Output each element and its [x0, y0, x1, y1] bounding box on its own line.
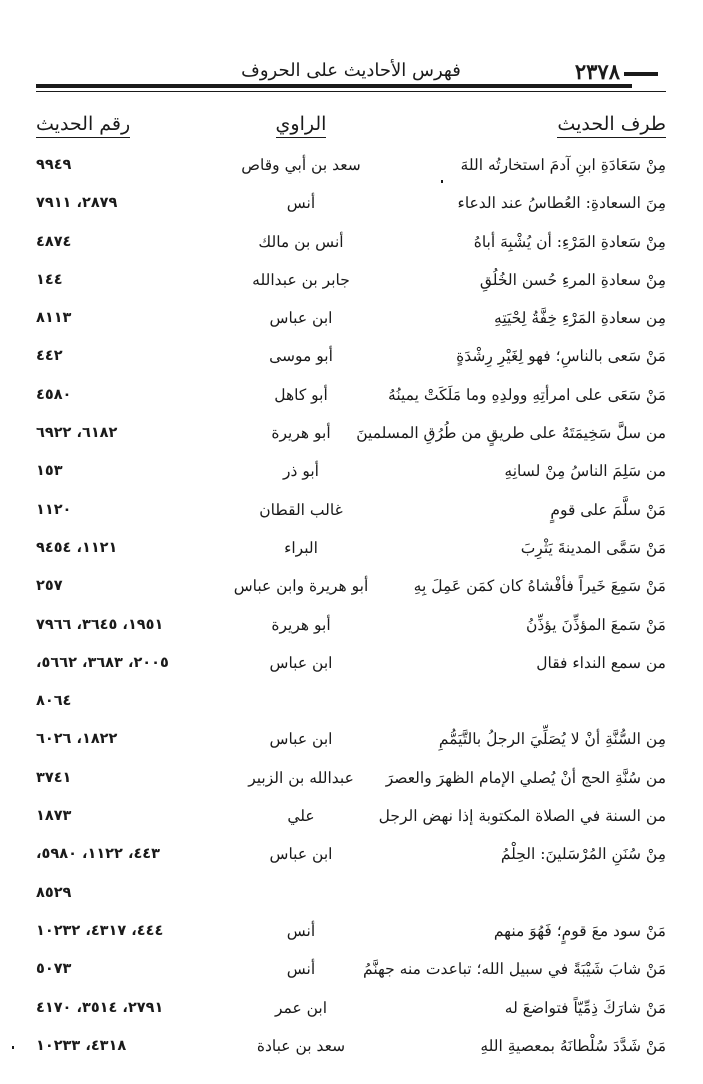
hadith-number-cell: [36, 376, 206, 414]
column-header-narrator-label: الراوي: [276, 113, 327, 138]
hadith-number: ٢٥٧: [36, 578, 63, 595]
narrator-name: أنس: [286, 960, 316, 979]
hadith-text: مَنْ سلَّمَ على قومٍ: [550, 500, 666, 519]
hadith-number: ٨١١٣: [36, 310, 72, 327]
hadith-number: ٤٤٢: [36, 348, 63, 365]
hadith-text: مَنْ شارَكَ ذِمِّيّاً فتواضعَ له: [504, 998, 666, 1017]
hadith-number: ٢٧٩١، ٣٥١٤، ٤١٧٠: [36, 999, 164, 1016]
hadith-number-cell: [36, 682, 206, 720]
table-row: [36, 452, 666, 490]
hadith-number: ٨٥٢٩: [36, 884, 72, 901]
hadith-number: ١٨٢٢، ٦٠٢٦: [36, 731, 118, 748]
hadith-number-cell: [36, 299, 206, 337]
hadith-number: ٤٤٤، ٤٣١٧، ١٠٢٣٢: [36, 922, 164, 939]
column-header-number: [36, 110, 130, 138]
hadith-number: ١١٢١، ٩٤٥٤: [36, 539, 118, 556]
table-row: [36, 261, 666, 299]
table-row: [36, 414, 666, 452]
narrator-name: أنس: [286, 921, 316, 940]
table-row: [36, 529, 666, 567]
hadith-text: مِنَ السعادةِ: العُطاسُ عند الدعاء: [457, 194, 666, 213]
hadith-number-cell: [36, 529, 206, 567]
table-row: [36, 337, 666, 375]
column-headers: [36, 110, 666, 140]
narrator-name: علي: [287, 807, 315, 826]
table-row: [36, 1027, 666, 1065]
hadith-text: مِنْ سَعَادَةِ ابنِ آدمَ استخارتُه اللهَ: [460, 156, 666, 174]
narrator-name: أبو ذر: [283, 462, 319, 481]
hadith-number-cell: [36, 184, 206, 222]
hadith-number-cell: [36, 835, 206, 873]
hadith-number-cell: [36, 797, 206, 835]
hadith-number-cell: [36, 644, 206, 682]
table-row: [36, 682, 666, 720]
hadith-text: مِنْ سعادةِ المرءِ حُسن الخُلُقِ: [479, 270, 666, 289]
narrator-name: ابن عباس: [269, 653, 333, 672]
hadith-number-cell: [36, 337, 206, 375]
table-row: [36, 912, 666, 950]
hadith-number-cell: [36, 491, 206, 529]
hadith-text: من السنة في الصلاة المكتوبة إذا نهض الرجل: [378, 807, 666, 826]
hadith-number-cell: [36, 989, 206, 1027]
hadith-number-cell: [36, 261, 206, 299]
hadith-text: من سُنَّةِ الحج أنْ يُصلي الإمام الظهرَ والعصرَ: [385, 768, 666, 787]
hadith-text: مَنْ سود معَ قومٍ؛ فَهُوَ منهم: [493, 921, 666, 940]
table-row: [36, 376, 666, 414]
narrator-name: ابن عباس: [269, 730, 333, 749]
hadith-number-cell: [36, 950, 206, 988]
hadith-text: مَنْ سَعى بالناسِ؛ فهو لِغَيْرِ رِشْدَةٍ: [456, 347, 666, 366]
table-row: [36, 146, 666, 184]
hadith-number: ٤٤٣، ١١٢٢، ٥٩٨٠،: [36, 846, 161, 863]
hadith-number: ١٨٧٣: [36, 808, 72, 825]
hadith-text: مَنْ سَمِعَ خَيراً فأفْشاهُ كان كمَن عَمِلَ بِهِ: [413, 577, 666, 596]
hadith-number-cell: [36, 146, 206, 184]
table-row: [36, 184, 666, 222]
hadith-number: ١١٢٠: [36, 501, 72, 518]
narrator-name: أبو موسى: [269, 347, 333, 366]
stray-mark: [12, 1046, 14, 1049]
table-row: [36, 989, 666, 1027]
hadith-number-cell: [36, 874, 206, 912]
hadith-number-cell: [36, 912, 206, 950]
table-row: [36, 759, 666, 797]
hadith-text: مَنْ سَمعَ المؤذِّنَ يؤذِّنُ: [526, 615, 666, 634]
hadith-number-cell: [36, 567, 206, 605]
hadith-text: مَنْ سَمَّى المدينةَ يَثْرِبَ: [520, 538, 666, 557]
hadith-number: ٤٣١٨، ١٠٢٣٣: [36, 1037, 127, 1054]
column-header-hadith: [557, 110, 666, 138]
narrator-name: سعد بن أبي وقاص: [241, 156, 361, 174]
table-row: [36, 874, 666, 912]
page-number-text: ٢٣٧٨: [574, 59, 620, 84]
hadith-index-table: [36, 146, 666, 1065]
hadith-number: ٨٠٦٤: [36, 693, 72, 710]
narrator-name: سعد بن عبادة: [256, 1036, 346, 1055]
narrator-name: البراء: [284, 538, 318, 557]
hadith-number: ٩٩٤٩: [36, 157, 72, 173]
hadith-text: مِن سعادةِ المَرْءِ خِفَّةُ لِحْيَتِهِ: [494, 309, 666, 328]
narrator-name: أبو كاهل: [274, 385, 328, 404]
table-row: [36, 720, 666, 758]
table-row: [36, 644, 666, 682]
table-row: [36, 491, 666, 529]
narrator-name: عبدالله بن الزبير: [248, 768, 354, 787]
narrator-name: أنس بن مالك: [258, 232, 344, 251]
hadith-number: ٢٠٠٥، ٣٦٨٣، ٥٦٦٢،: [36, 654, 169, 671]
table-row: [36, 606, 666, 644]
header-rule-thick: [36, 84, 632, 88]
hadith-number: ١٥٣: [36, 463, 63, 480]
hadith-number: ٥٠٧٣: [36, 961, 72, 978]
hadith-number-cell: [36, 606, 206, 644]
narrator-name: أبو هريرة وابن عباس: [233, 577, 369, 596]
hadith-number-cell: [36, 1027, 206, 1065]
narrator-name: ابن عمر: [274, 998, 328, 1017]
table-row: [36, 797, 666, 835]
table-row: [36, 223, 666, 261]
narrator-name: ابن عباس: [269, 845, 333, 864]
column-header-narrator: [236, 110, 366, 138]
hadith-text: مِن السُّنَّةِ أنْ لا يُصَلِّيَ الرجلُ بالتَّيَمُّمِ: [438, 730, 666, 749]
table-row: [36, 299, 666, 337]
hadith-number: ٣٧٤١: [36, 769, 72, 786]
header-rule-thin: [36, 91, 666, 92]
narrator-name: أنس: [286, 194, 316, 213]
table-row: [36, 835, 666, 873]
narrator-name: غالب القطان: [259, 500, 343, 519]
page-title: فهرس الأحاديث على الحروف: [241, 60, 461, 81]
hadith-number-cell: [36, 759, 206, 797]
running-header: [36, 58, 666, 86]
hadith-text: من سمع النداء فقال: [536, 653, 666, 672]
hadith-number-cell: [36, 223, 206, 261]
narrator-name: أبو هريرة: [271, 424, 331, 443]
hadith-number-cell: [36, 452, 206, 490]
hadith-text: مِنْ سَعادةِ المَرْءِ: أن يُشْبِهَ أباهُ: [473, 232, 666, 251]
hadith-number: ٦١٨٢، ٦٩٢٢: [36, 425, 118, 442]
hadith-number: ٤٥٨٠: [36, 386, 72, 403]
hadith-number: ١٤٤: [36, 271, 63, 288]
hadith-text: من سلَّ سَخِيمَتَهُ على طريقٍ من طُرُقِ المسلمينَ: [356, 424, 666, 443]
column-header-hadith-label: طرف الحديث: [557, 113, 666, 138]
table-row: [36, 950, 666, 988]
table-row: [36, 567, 666, 605]
hadith-text: مَنْ شَدَّدَ سُلْطانَهُ بمعصيةِ اللهِ: [480, 1036, 666, 1055]
hadith-text: مَنْ شابَ شَيْبَةً في سبيل الله؛ تباعدت منه جهنَّمُ: [363, 960, 666, 979]
narrator-name: أبو هريرة: [271, 615, 331, 634]
column-header-number-label: رقم الحديث: [36, 113, 130, 138]
stray-mark: [441, 180, 443, 183]
narrator-name: جابر بن عبدالله: [252, 270, 350, 289]
hadith-number: ٤٨٧٤: [36, 233, 72, 250]
hadith-number: ١٩٥١، ٣٦٤٥، ٧٩٦٦: [36, 616, 164, 633]
narrator-name: ابن عباس: [269, 309, 333, 328]
hadith-number-cell: [36, 720, 206, 758]
hadith-text: من سَلِمَ الناسُ مِنْ لسانِهِ: [504, 462, 666, 481]
hadith-number-cell: [36, 414, 206, 452]
hadith-text: مِنْ سُنَنِ المُرْسَلينَ: الحِلْمُ: [500, 845, 666, 864]
hadith-text: مَنْ سَعَى على امرأتِهِ وولدِهِ وما مَلَكَتْ يمينُهُ: [388, 385, 666, 404]
hadith-number: ٢٨٧٩، ٧٩١١: [36, 195, 118, 212]
